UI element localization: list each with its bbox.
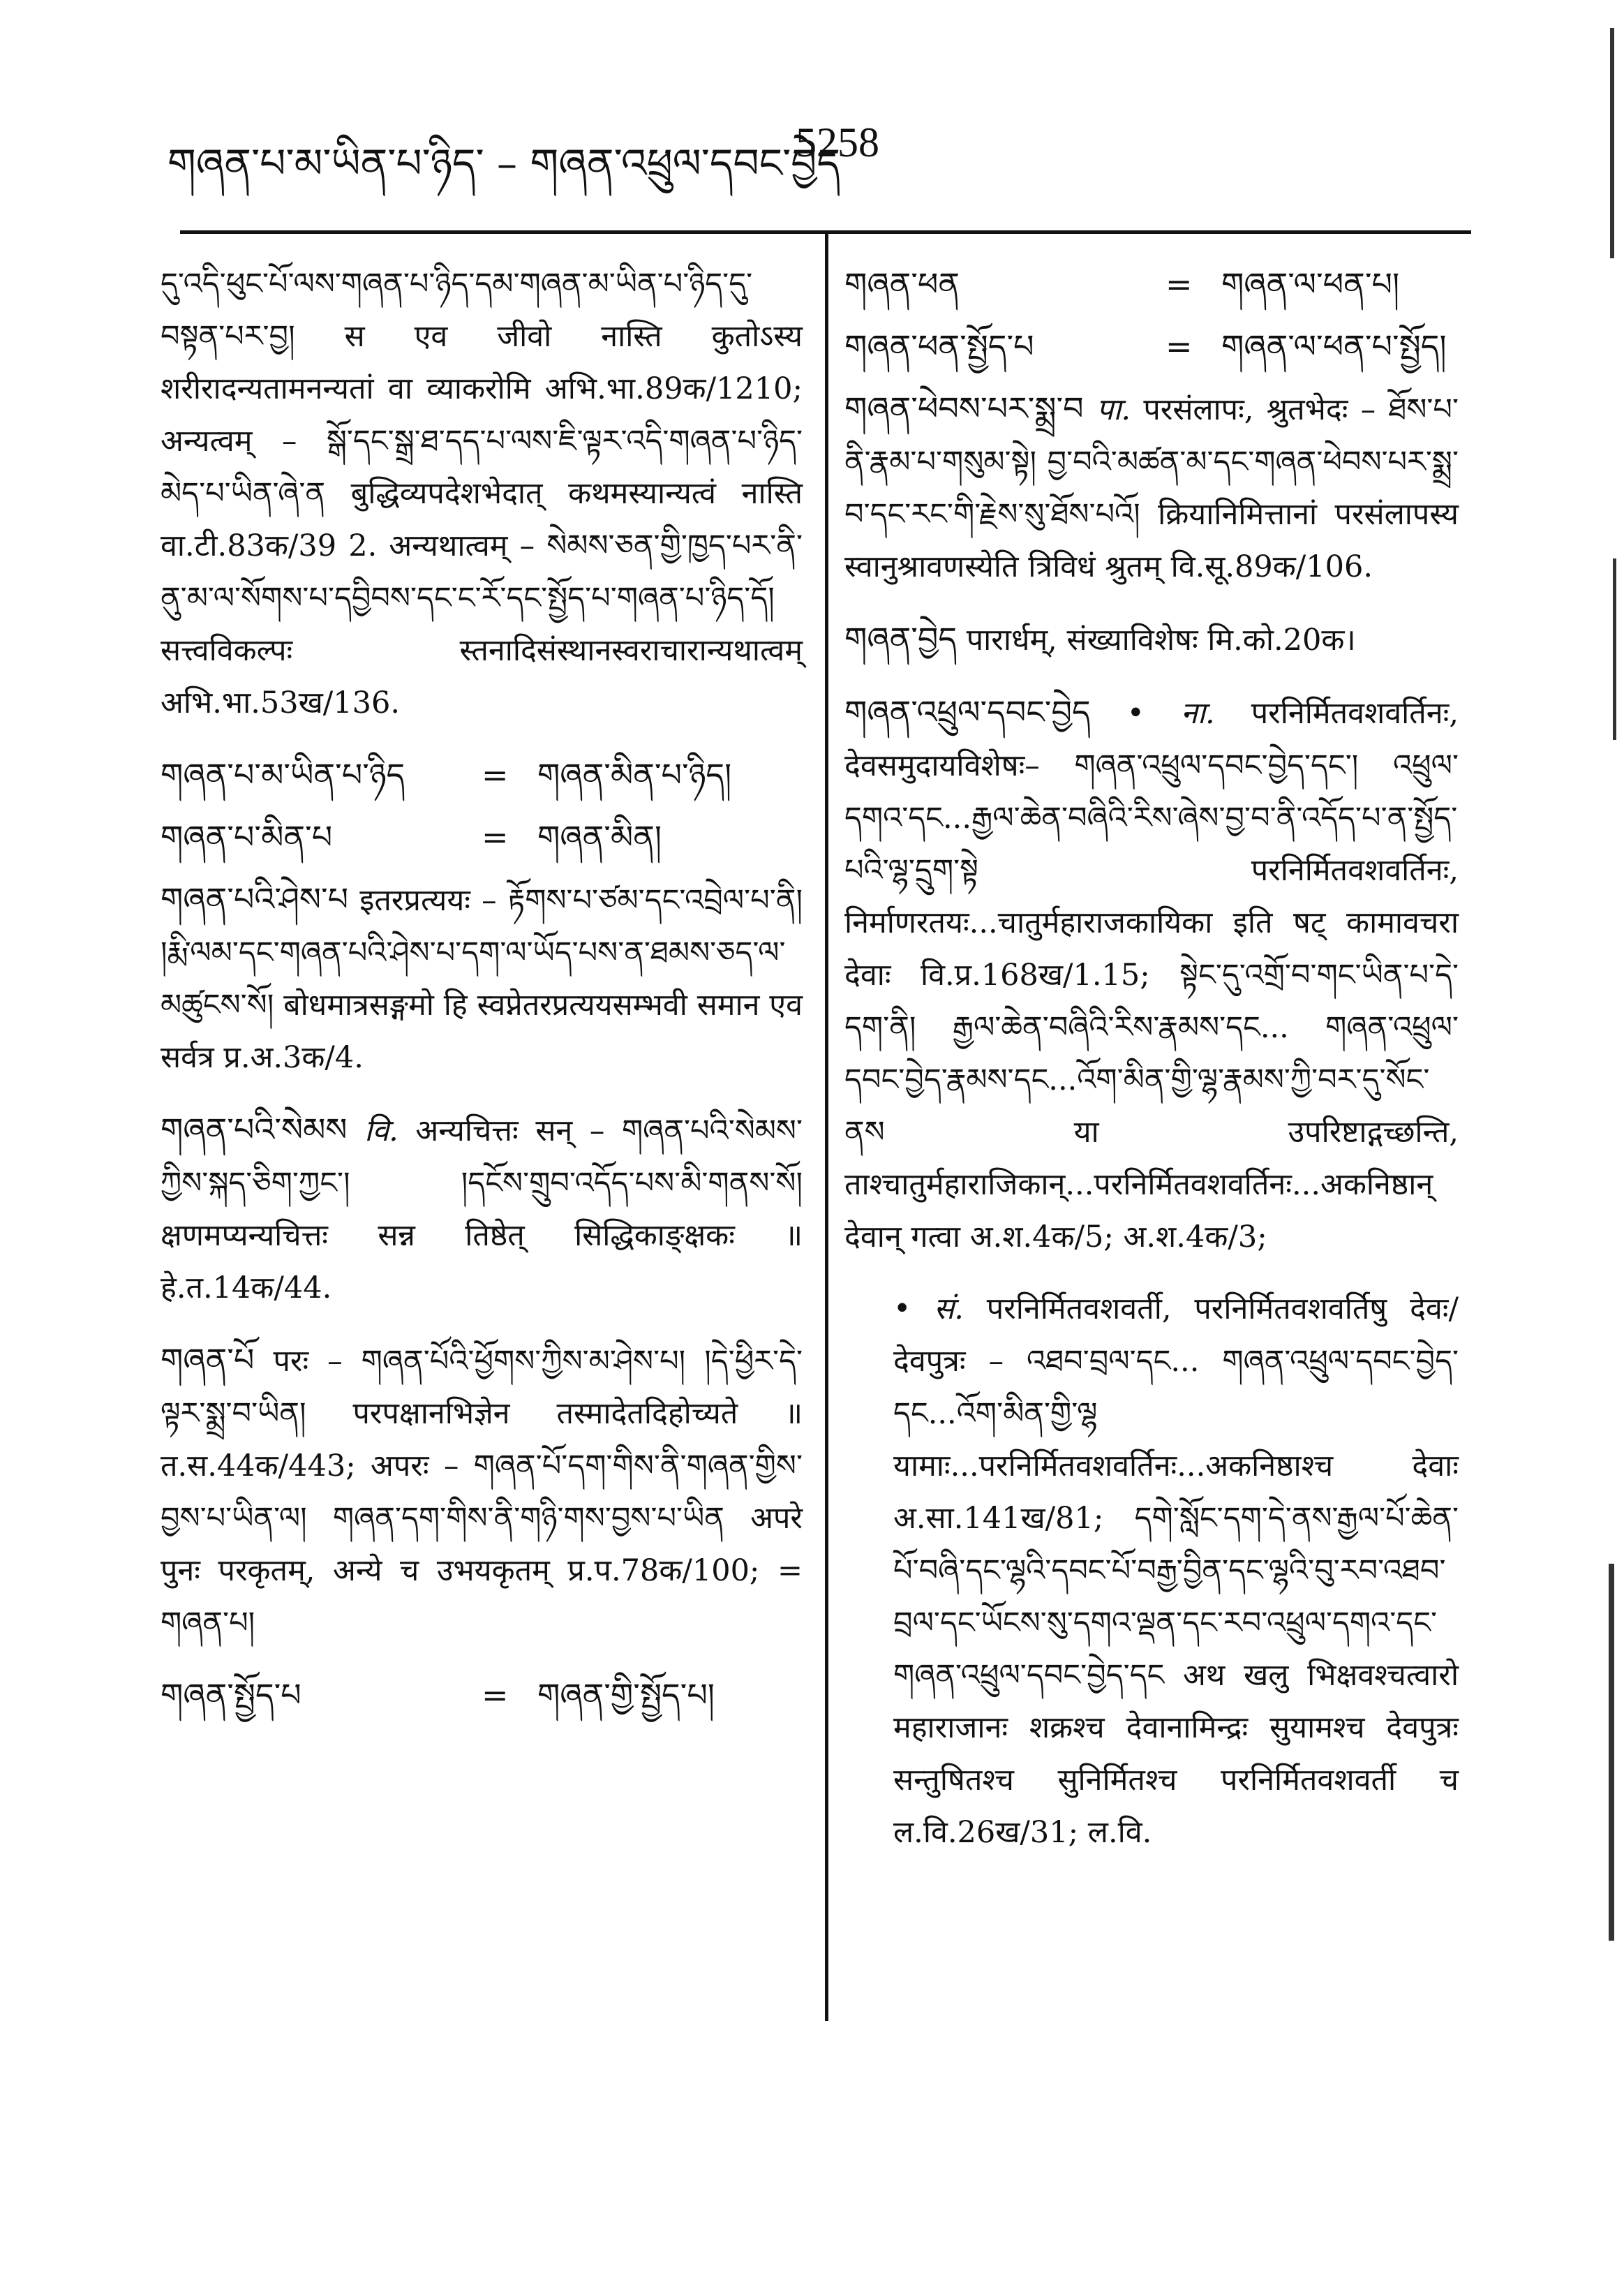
cross-reference-target: གཞན་ལ་ཕན་པ་སྤྱོད། [1221,327,1447,365]
equals-sign: = [482,1676,509,1714]
entry-text: अन्यचित्तः सन् – གཞན་པའི་སེམས་ཀྱིས་སྐད་ཅིག་ཀྱང་། །དངོས་གྲུབ་འདོད་པས་མི་གནས་སོ། क्षणमप्यन्यचित्तः सन्न तिष्ठेत् सिद्धिकाङ्क्षकः ॥ हे.त.14क/44. [161,1113,803,1305]
left-column [161,258,803,1731]
headword: གཞན་པ་མིན་པ [161,818,333,856]
dictionary-entry [844,686,1459,1264]
dictionary-entry [161,1334,803,1650]
headword: གཞན་འཕྲུལ་དབང་བྱེད [844,693,1091,731]
equals-sign: = [1165,265,1193,303]
cross-reference-target: གཞན་ལ་ཕན་པ། [1221,265,1400,303]
running-head: གཞན་པ་མ་ཡིན་པ་ཉིད་ – གཞན་འཕྲུལ་དབང་བྱེད [167,140,841,187]
dictionary-entry [844,1283,1459,1859]
page-header [167,105,879,195]
cross-reference-entry [844,258,1459,311]
grammar-label: वि. [364,1113,398,1148]
scan-edge-marks [1603,0,1624,2296]
headword: གཞན་ཕེབས་པར་སྨྲ་བ [844,390,1084,427]
cross-reference-target: གཞན་མིན། [537,818,662,856]
headword: གཞན་བྱེད [844,620,958,658]
headword: གཞན་པ་མ་ཡིན་པ་ཉིད [161,756,405,794]
entry-text: परः – གཞན་པོའི་ཕྱོགས་ཀྱིས་མ་ཤེས་པ། །དེ་ཕྱིར་དེ་ལྟར་སྨྲ་བ་ཡིན། परपक्षानभिज्ञेन तस्मादेतदिहोच्यते ॥ त.स.44क/443; अपरः – གཞན་པོ་དག་གིས་ནི་གཞན་གྱིས་བྱས་པ་ཡིན་ལ། གཞན་དག་གིས་ནི་གཉི་གས་བྱས་པ་ཡིན अपरे पुनः परकृतम्, अन्ये च उभयकृतम् प्र.प.78क/100; = གཞན་པ། [161,1344,803,1640]
cross-reference-entry [161,811,803,864]
equals-sign: = [482,818,509,856]
entry-text: परनिर्मितवशवर्ती, परनिर्मितवशवर्तिषु देवः/देवपुत्रः – འཐབ་བྲལ་དང... གཞན་འཕྲུལ་དབང་བྱེད་དང...འོག་མིན་གྱི་ལྷ यामाः...परनिर्मितवशवर्तिनः...अकनिष्ठाश्च देवाः अ.सा.141ख/81; དགེ་སློང་དག་དེ་ནས་རྒྱལ་པོ་ཆེན་པོ་བཞི་དང་ལྷའི་དབང་པོ་བརྒྱ་བྱིན་དང་ལྷའི་བུ་རབ་འཐབ་བྲལ་དང་ཡོངས་སུ་དགའ་ལྡན་དང་རབ་འཕྲུལ་དགའ་དང་གཞན་འཕྲུལ་དབང་བྱེད་དང अथ खलु भिक्षवश्चत्वारो महाराजानः शक्रश्च देवानामिन्द्रः सुयामश्च देवपुत्रः सन्तुषितश्च सुनिर्मितश्च परनिर्मितवशवर्ती च ल.वि.26ख/31; ल.वि. [893,1291,1459,1850]
entry-text: पारार्धम्, संख्याविशेषः मि.को.20क। [966,623,1356,658]
cross-reference-entry [161,1669,803,1721]
dictionary-entry [161,1104,803,1314]
cross-reference-entry [161,749,803,801]
cross-reference-target: གཞན་མིན་པ་ཉིད། [537,756,732,794]
dictionary-entry [844,613,1459,667]
page-number: 5258 [796,119,879,165]
right-column [844,258,1459,1879]
column-divider [825,234,828,2021]
equals-sign: = [1165,327,1193,365]
cross-reference-target: གཞན་གྱི་སྤྱོད་པ། [537,1676,715,1714]
entry-text: इतरप्रत्ययः – རྟོགས་པ་ཙམ་དང་འབྲེལ་པ་ནི། །རྨི་ལམ་དང་གཞན་པའི་ཤེས་པ་དག་ལ་ཡོད་པས་ན་ཐམས་ཅད་ལ་མཚུངས་སོ། बोधमात्रसङ्गमो हि स्वप्नेतरप्रत्ययसम्भवी समान एव सर्वत्र प्र.अ.3क/4. [161,883,803,1075]
grammar-label: • ना. [1126,696,1215,731]
headword: གཞན་ཕན [844,265,960,303]
headword: གཞན་སྤྱོད་པ [161,1676,301,1714]
headword: གཞན་པའི་སེམས [161,1111,348,1148]
grammar-label: पा. [1096,392,1131,427]
continued-entry [161,258,803,729]
grammar-label: • सं. [893,1291,964,1326]
entry-text: परसंलापः, श्रुतभेदः – ཐོས་པ་ནི་རྣམ་པ་གསུམ་སྟེ། བྱ་བའི་མཚན་མ་དང་གཞན་ཕེབས་པར་སྨྲ་བ་དང་རང་གི་རྗེས་སུ་ཐོས་པའོ། क्रियानिमित्तानां परसंलापस्य स्वानुश्रावणस्येति त्रिविधं श्रुतम् वि.सू.89क/106. [844,392,1459,584]
cross-reference-entry [844,320,1459,373]
entry-text: དུ་འདི་ཕུང་པོ་ལས་གཞན་པ་ཉིད་དམ་གཞན་མ་ཡིན་པ་ཉིད་དུ་བསྟན་པར་བྱ། स एव जीवो नास्ति कुतोऽस्य शरीरादन्यतामनन्यतां वा व्याकरोमि अभि.भा.89क/1210; अन्यत्वम् – སྒོ་དང་སྒྲ་ཐ་དད་པ་ལས་ཇི་ལྟར་འདི་གཞན་པ་ཉིད་མེད་པ་ཡིན་ཞེ་ན बुद्धिव्यपदेशभेदात् कथमस्यान्यत्वं नास्ति वा.टी.83क/39 2. अन्यथात्वम् – སེམས་ཅན་གྱི་ཁྱད་པར་ནི་ནུ་མ་ལ་སོགས་པ་དབྱིབས་དང་ང་རོ་དང་སྤྱོད་པ་གཞན་པ་ཉིད་དོ། सत्त्वविकल्पः स्तनादिसंस्थानस्वराचारान्यथात्वम् अभि.भा.53ख/136. [161,267,803,720]
headword: གཞན་པོ [161,1341,255,1379]
dictionary-entry [844,383,1459,593]
equals-sign: = [482,756,509,794]
entry-text: परनिर्मितवशवर्तिनः, देवसमुदायविशेषः– གཞན་འཕྲུལ་དབང་བྱེད་དང་། འཕྲུལ་དགའ་དང...རྒྱལ་ཆེན་བཞིའི་རིས་ཞེས་བྱ་བ་ནི་འདོད་པ་ན་སྤྱོད་པའི་ལྷ་དྲུག་སྟེ परनिर्मितवशवर्तिनः, निर्माणरतयः...चातुर्महाराजकायिका इति षट् कामावचरा देवाः वि.प्र.168ख/1.15; སྟེང་དུ་འགྲོ་བ་གང་ཡིན་པ་དེ་དག་ནི། རྒྱལ་ཆེན་བཞིའི་རིས་རྣམས་དང... གཞན་འཕྲུལ་དབང་བྱེད་རྣམས་དང...འོག་མིན་གྱི་ལྷ་རྣམས་ཀྱི་བར་དུ་སོང་ནས या उपरिष्टाद्गच्छन्ति, ताश्चातुर्महाराजिकान्...परनिर्मितवशवर्तिनः...अकनिष्ठान् देवान् गत्वा अ.श.4क/5; अ.श.4क/3; [844,696,1459,1254]
headword: གཞན་ཕན་སྤྱོད་པ [844,327,1034,365]
headword: གཞན་པའི་ཤེས་པ [161,880,349,918]
dictionary-entry [161,873,803,1084]
